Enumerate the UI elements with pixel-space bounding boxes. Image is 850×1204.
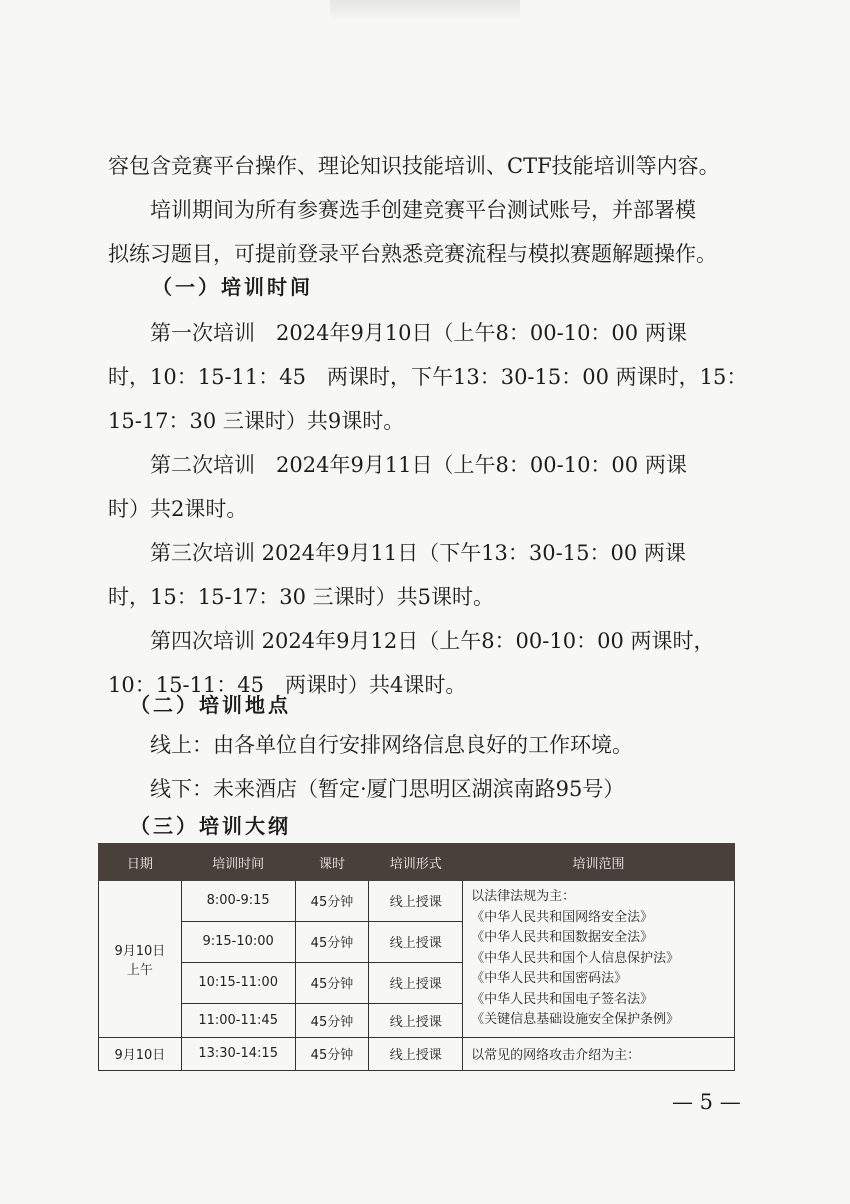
scope-line: 《中华人民共和国个人信息保护法》 — [471, 950, 680, 966]
paragraph-account-line2: 拟练习题目，可提前登录平台熟悉竞赛流程与模拟赛题解题操作。 — [108, 242, 717, 266]
time-cell: 13:30-14:15 — [181, 1037, 295, 1070]
training-3-line2: 时，15：15-17：30 三课时）共5课时。 — [108, 585, 495, 609]
scope-line: 《中华人民共和国电子签名法》 — [471, 991, 654, 1007]
hours-cell: 45分钟 — [295, 881, 369, 922]
form-cell: 线上授课 — [369, 1037, 463, 1070]
section-training-location-heading: （二）培训地点 — [130, 693, 291, 717]
hours-cell: 45分钟 — [295, 1003, 369, 1037]
location-online: 线上：由各单位自行安排网络信息良好的工作环境。 — [150, 733, 633, 757]
scope-line: 《关键信息基础设施安全保护条例》 — [471, 1012, 680, 1027]
hours-cell: 45分钟 — [295, 921, 369, 962]
time-cell: 8:00-9:15 — [181, 881, 295, 922]
form-cell: 线上授课 — [369, 921, 463, 962]
training-1-line3: 15-17：30 三课时）共9课时。 — [108, 409, 405, 433]
date-cell-day2: 9月10日 — [99, 1037, 182, 1070]
training-2-line2: 时）共2课时。 — [108, 497, 248, 521]
page-number: — 5 — — [672, 1090, 741, 1114]
form-cell: 线上授课 — [369, 881, 463, 922]
scope-line: 《中华人民共和国网络安全法》 — [471, 909, 654, 925]
scope-line: 《中华人民共和国密码法》 — [471, 971, 628, 986]
paragraph-account-line1: 培训期间为所有参赛选手创建竞赛平台测试账号，并部署模 — [150, 198, 696, 222]
paragraph-content-intro: 容包含竞赛平台操作、理论知识技能培训、CTF技能培训等内容。 — [108, 154, 720, 178]
training-1-line1: 第一次培训 2024年9月10日（上午8：00-10：00 两课 — [150, 321, 687, 345]
form-cell: 线上授课 — [369, 962, 463, 1003]
header-hours: 课时 — [295, 844, 369, 881]
scope-cell-day1 — [463, 881, 735, 1038]
training-2-line1: 第二次培训 2024年9月11日（上午8：00-10：00 两课 — [150, 453, 687, 477]
training-3-line1: 第三次培训 2024年9月11日（下午13：30-15：00 两课 — [150, 541, 686, 565]
training-4-line2: 10：15-11：45 两课时）共4课时。 — [108, 673, 467, 697]
header-form: 培训形式 — [369, 844, 463, 881]
time-cell: 10:15-11:00 — [181, 962, 295, 1003]
scope-line: 以法律法规为主： — [471, 889, 576, 904]
header-scope: 培训范围 — [463, 844, 735, 881]
time-cell: 11:00-11:45 — [181, 1003, 295, 1037]
date-day1-line1: 9月10日 — [114, 943, 166, 959]
scope-cell-day2: 以常见的网络攻击介绍为主： — [463, 1037, 735, 1070]
location-offline: 线下：未来酒店（暂定·厦门思明区湖滨南路95号） — [150, 777, 625, 801]
header-date: 日期 — [99, 844, 182, 881]
table-row — [99, 881, 735, 922]
section-training-outline-heading: （三）培训大纲 — [130, 814, 291, 838]
form-cell: 线上授课 — [369, 1003, 463, 1037]
date-day1-line2: 上午 — [126, 962, 153, 978]
table-header-row — [99, 844, 735, 881]
time-cell: 9:15-10:00 — [181, 921, 295, 962]
hours-cell: 45分钟 — [295, 1037, 369, 1070]
date-cell-day1 — [99, 881, 182, 1038]
header-time: 培训时间 — [181, 844, 295, 881]
hours-cell: 45分钟 — [295, 962, 369, 1003]
table-row — [99, 1037, 735, 1070]
scan-artifact — [330, 0, 520, 20]
scope-line: 《中华人民共和国数据安全法》 — [471, 930, 654, 945]
section-training-time-heading: （一）培训时间 — [152, 275, 313, 299]
training-1-line2: 时，10：15-11：45 两课时，下午13：30-15：00 两课时，15： — [108, 365, 748, 389]
training-4-line1: 第四次培训 2024年9月12日（上午8：00-10：00 两课时， — [150, 629, 715, 653]
training-outline-table — [98, 843, 735, 1071]
